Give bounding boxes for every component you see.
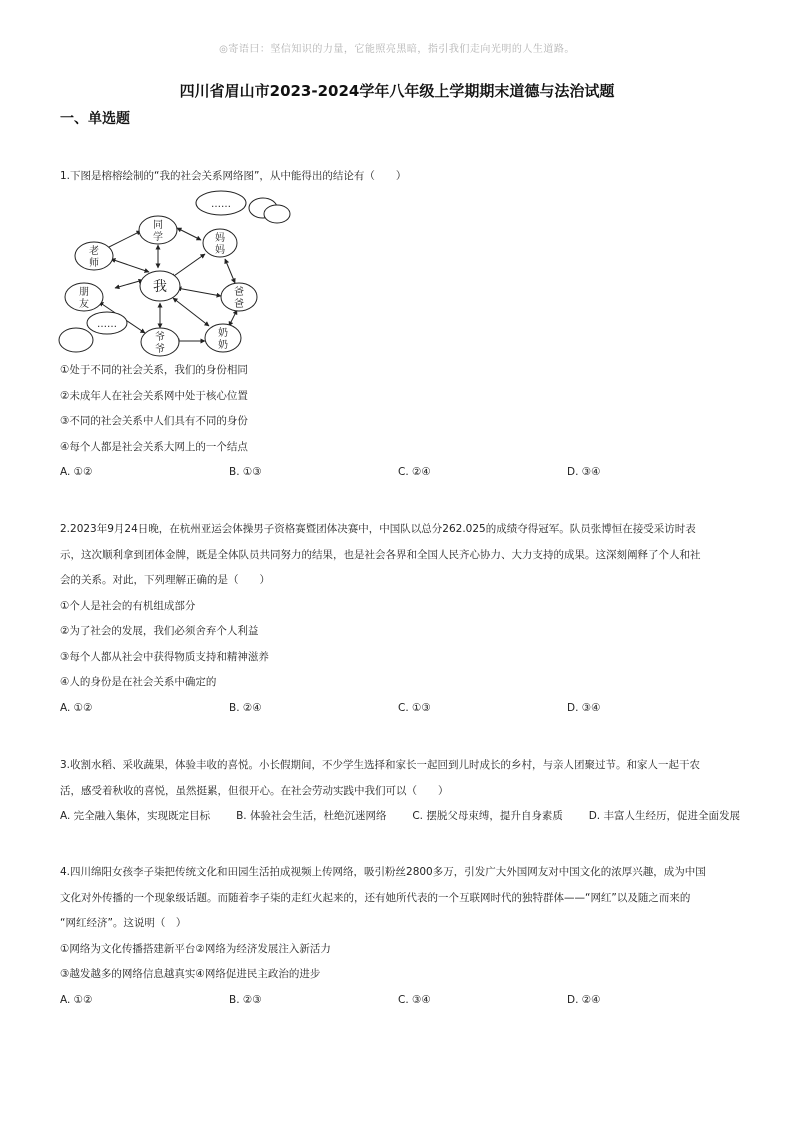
statement: ①网络为文化传播搭建新平台②网络为经济发展注入新活力: [60, 942, 331, 955]
question-4: [60, 860, 740, 1013]
question-stem: “网红经济”。这说明（ ）: [60, 917, 187, 929]
node-label: 爷: [155, 344, 165, 355]
statement: ①处于不同的社会关系，我们的身份相同: [60, 364, 248, 376]
question-1-body: [60, 358, 740, 486]
header-motto: ◎寄语曰：坚信知识的力量，它能照亮黑暗，指引我们走向光明的人生道路。: [219, 44, 575, 55]
node-label: 爷: [155, 332, 165, 343]
ellipsis-label: ……: [211, 199, 231, 210]
option-c[interactable]: C. ②④: [398, 466, 431, 478]
option-b[interactable]: B. ①③: [229, 466, 262, 478]
option-c[interactable]: C. 摆脱父母束缚，提升自身素质: [412, 810, 563, 822]
question-stem: 1.下图是榕榕绘制的“我的社会关系网络图”，从中能得出的结论有（ ）: [60, 170, 407, 182]
options-row: [60, 460, 740, 486]
node-label: 师: [89, 258, 99, 269]
option-a[interactable]: A. 完全融入集体，实现既定目标: [60, 810, 211, 822]
question-stem: 4.四川绵阳女孩李子柒把传统文化和田园生活拍成视频上传网络，吸引粉丝2800多万，引发广大外国网友对中国文化的浓厚兴趣，成为中国: [60, 866, 706, 878]
option-b[interactable]: B. ②③: [229, 993, 262, 1006]
statement: ①个人是社会的有机组成部分: [60, 599, 196, 612]
options-row: [60, 696, 740, 722]
ellipsis-label: ……: [97, 319, 117, 330]
node-label: 奶: [218, 328, 228, 339]
option-d[interactable]: D. ③④: [567, 701, 601, 714]
question-stem: 活，感受着秋收的喜悦，虽然挺累，但很开心。在社会劳动实践中我们可以（ ）: [60, 784, 449, 797]
statement: ②为了社会的发展，我们必须舍弃个人利益: [60, 625, 259, 637]
question-stem: 2.2023年9月24日晚，在杭州亚运会体操男子资格赛暨团体决赛中，中国队以总分262.025的成绩夺得冠军。队员张博恒在接受采访时表: [60, 523, 696, 535]
options-row: [60, 988, 740, 1014]
node-label: 朋: [79, 287, 89, 298]
option-c[interactable]: C. ①③: [398, 701, 431, 714]
question-2: [60, 517, 740, 721]
option-d[interactable]: D. 丰富人生经历，促进全面发展: [588, 810, 740, 822]
question-stem: 文化对外传播的一个现象级话题。而随着李子柒的走红火起来的，还有她所代表的一个互联网时代的独特群体——“网红”以及随之而来的: [60, 891, 691, 904]
question-stem: 示，这次顺利拿到团体金牌，既是全体队员共同努力的结果，也是社会各界和全国人民齐心协力、大力支持的成果。这深刻阐释了个人和社: [60, 548, 701, 561]
center-label: 我: [153, 279, 167, 295]
node-label: 同: [153, 220, 163, 231]
bubble-circle: [59, 328, 93, 352]
question-3: [60, 753, 740, 830]
option-a[interactable]: A. ①②: [60, 701, 93, 714]
option-b[interactable]: B. ②④: [229, 701, 262, 714]
node-label: 爸: [234, 287, 244, 298]
option-b[interactable]: B. 体验社会生活，杜绝沉迷网络: [236, 810, 387, 822]
statement: ④人的身份是在社会关系中确定的: [60, 676, 217, 688]
option-d[interactable]: D. ③④: [567, 466, 601, 478]
bubble-circle: [264, 205, 290, 223]
statement: ③越发越多的网络信息越真实④网络促进民主政治的进步: [60, 968, 321, 980]
option-c[interactable]: C. ③④: [398, 993, 431, 1006]
option-d[interactable]: D. ②④: [567, 993, 601, 1006]
page-title: 四川省眉山市2023-2024学年八年级上学期期末道德与法治试题: [179, 82, 615, 100]
statement: ②未成年人在社会关系网中处于核心位置: [60, 389, 248, 402]
statement: ③每个人都从社会中获得物质支持和精神滋养: [60, 650, 269, 663]
question-stem: 会的关系。对此，下列理解正确的是（ ）: [60, 574, 270, 586]
section-heading: 一、单选题: [60, 111, 130, 127]
question-stem: 3.收割水稻、采收蔬果，体验丰收的喜悦。小长假期间，不少学生选择和家长一起回到儿时成长的乡村，与亲人团聚过节。和家人一起干农: [60, 759, 701, 771]
statement: ④每个人都是社会关系大网上的一个结点: [60, 440, 248, 453]
node-label: 老: [89, 246, 99, 257]
statement: ③不同的社会关系中人们具有不同的身份: [60, 415, 248, 427]
node-label: 妈: [215, 245, 225, 256]
option-a[interactable]: A. ①②: [60, 466, 93, 478]
node-label: 友: [79, 299, 89, 310]
question-1: [60, 164, 740, 190]
social-relation-diagram: [55, 190, 295, 360]
options-row: [60, 804, 740, 830]
node-label: 学: [153, 232, 163, 243]
node-label: 妈: [215, 233, 225, 244]
node-label: 奶: [218, 340, 228, 351]
option-a[interactable]: A. ①②: [60, 993, 93, 1006]
node-label: 爸: [234, 299, 244, 310]
